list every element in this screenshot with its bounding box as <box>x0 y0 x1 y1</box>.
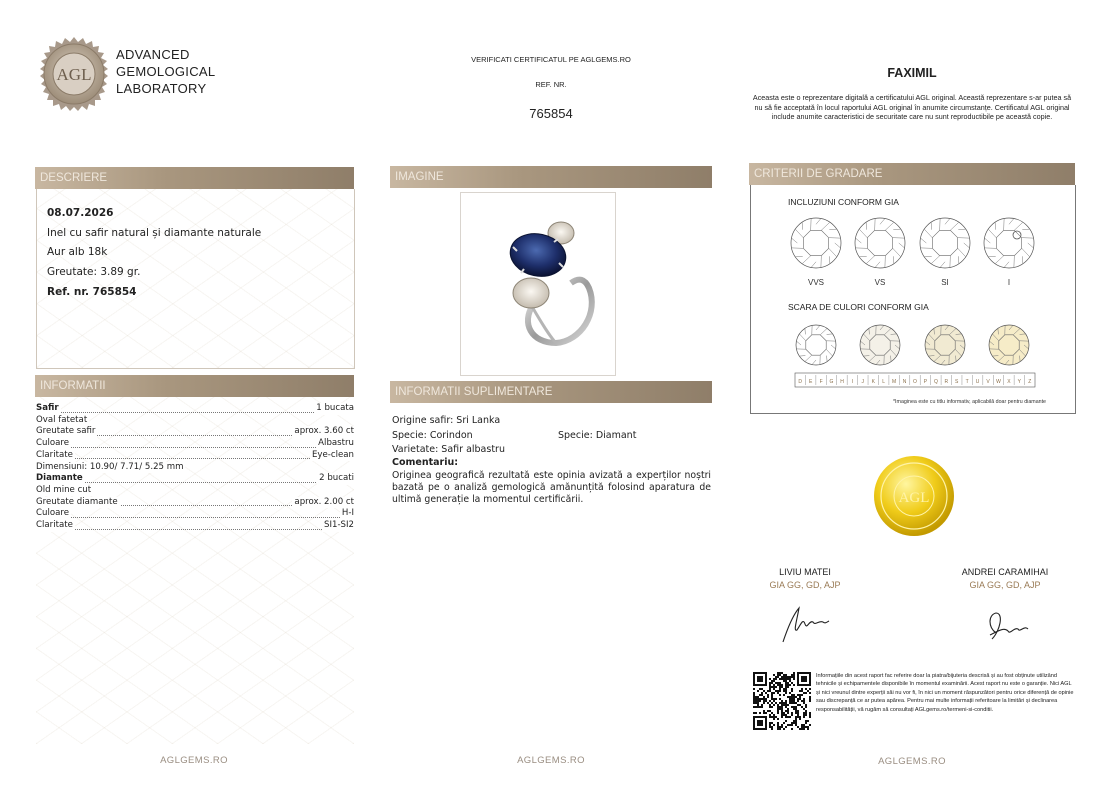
logo-wordmark <box>116 46 215 97</box>
informatii-row <box>36 438 354 450</box>
descriere-line-1: Inel cu safir natural și diamante naturale <box>47 227 262 239</box>
informatii-row <box>36 497 354 509</box>
gold-seal-monogram: AGL <box>898 490 930 506</box>
informatii-header: INFORMATII <box>35 375 354 397</box>
informatii-label: Claritate <box>36 520 73 530</box>
criterii-header: CRITERII DE GRADARE <box>749 163 1075 185</box>
comentariu-label: Comentariu: <box>392 457 459 468</box>
footer-right-link[interactable]: AGLGEMS.RO <box>878 756 946 767</box>
descriere-date: 08.07.2026 <box>47 207 114 219</box>
informatii-row <box>36 473 354 485</box>
informatii-value: SI1-SI2 <box>323 520 354 530</box>
informatii-label: Greutate diamante <box>36 496 118 507</box>
culori-title: SCARA DE CULORI CONFORM GIA <box>788 302 929 312</box>
origine-safir: Origine safir: Sri Lanka <box>392 415 501 426</box>
varietate: Varietate: Safir albastru <box>392 444 505 455</box>
signer-1-name: LIVIU MATEI <box>779 567 831 577</box>
informatii-label: Oval fatetat <box>36 414 88 425</box>
informatii-label: Old mine cut <box>36 484 92 495</box>
informatii-row <box>36 450 354 462</box>
color-scale-letter: X <box>1007 379 1011 385</box>
signer-2-title: GIA GG, GD, AJP <box>969 580 1041 590</box>
disclaimer-text: Informațiile din acest raport fac referire doar la piatra/bijuteria descrisă și au fost obținute utilizând tehnicile și echipamentele disponibile în momentul examinării. Acest raport nu este o garanție. Nici AGL și nici vreunul dintre experții săi nu vor fi, în nici un moment răspunzători pentru orice diferență de opinie sau discrepanță ce ar putea apărea. Pentru mai multe informații referitoare la limitări și declinarea responsabilității, vă rugăm să consultați AGLgems.ro/termeni-si-conditii. <box>816 673 1074 713</box>
agl-logo-seal <box>36 36 112 112</box>
signer-2-signature <box>978 605 1038 650</box>
color-scale-letter: H <box>840 379 844 385</box>
color-scale-letter: T <box>965 379 969 385</box>
descriere-line-2: Aur alb 18k <box>47 246 108 258</box>
informatii-label: Safir <box>36 403 59 413</box>
comentariu-text: Originea geografică rezultată este opinia avizată a experților noștri bazată pe o analiză gemologică amănunțită folosind aparatura de ultimă generație la momentul certificării. <box>392 470 711 505</box>
clarity-diamond-i <box>984 218 1034 268</box>
ring-photo <box>460 192 616 376</box>
color-scale-letter: S <box>955 379 959 385</box>
clarity-label: VVS <box>807 278 825 287</box>
color-scale-letter: O <box>913 379 917 385</box>
logo-line-3: LABORATORY <box>116 81 207 96</box>
descriere-header: DESCRIERE <box>35 167 354 189</box>
leader-dots <box>36 517 354 518</box>
informatii-label: Diamante <box>36 473 83 484</box>
seal-monogram: AGL <box>56 65 92 84</box>
color-diamond <box>989 325 1029 365</box>
informatii-value: 1 bucata <box>316 403 354 413</box>
imagine-header: IMAGINE <box>390 166 712 188</box>
verify-link[interactable]: VERIFICATI CERTIFICATUL PE AGLGEMS.RO <box>471 55 631 64</box>
logo-line-2: GEMOLOGICAL <box>116 64 216 79</box>
incluziuni-title: INCLUZIUNI CONFORM GIA <box>788 197 899 207</box>
color-scale-letter: N <box>902 379 907 385</box>
informatii-label: Culoare <box>36 508 69 519</box>
color-scale-letter: F <box>819 379 823 385</box>
logo-line-1: ADVANCED <box>116 47 190 62</box>
informatii-label: Dimensiuni: 10.90/ 7.71/ 5.25 mm <box>36 461 184 472</box>
color-scale-letter: P <box>923 379 928 385</box>
informatii-row <box>36 485 354 497</box>
color-diamond <box>860 325 900 365</box>
signer-2-name: ANDREI CARAMIHAI <box>961 567 1049 577</box>
signer-1-signature <box>775 600 835 650</box>
clarity-label: I <box>1007 278 1011 287</box>
suplimentare-header: INFORMATII SUPLIMENTARE <box>390 381 712 403</box>
informatii-value: Eye-clean <box>311 449 354 460</box>
leader-dots <box>36 412 354 413</box>
color-scale-letter: V <box>986 379 990 385</box>
informatii-row <box>36 415 354 427</box>
color-diamond <box>925 325 965 365</box>
ref-number: 765854 <box>529 106 573 121</box>
color-scale-letter: E <box>809 379 813 385</box>
qr-code[interactable] <box>753 672 811 730</box>
gold-seal <box>873 455 955 537</box>
color-scale-letter: L <box>882 379 886 385</box>
color-scale-letter: Q <box>933 379 938 385</box>
color-diamond <box>796 325 836 365</box>
informatii-row <box>36 508 354 520</box>
informatii-row <box>36 462 354 474</box>
informatii-value: 2 bucati <box>319 473 354 484</box>
clarity-diamond-si <box>920 218 970 268</box>
color-scale-letter: G <box>829 379 834 385</box>
informatii-row <box>36 426 354 438</box>
informatii-row <box>36 403 354 415</box>
signer-1-title: GIA GG, GD, AJP <box>769 580 841 590</box>
color-scale-letter: J <box>861 379 865 385</box>
faximil-title: FAXIMIL <box>887 66 937 80</box>
color-scale-letter: K <box>871 379 875 385</box>
grading-diagrams <box>750 185 1074 413</box>
clarity-label: VS <box>874 278 886 287</box>
specie-corindon: Specie: Corindon <box>392 430 473 441</box>
informatii-label: Claritate <box>36 449 73 460</box>
color-scale-letter: R <box>944 379 949 385</box>
color-scale-letter: Z <box>1028 379 1032 385</box>
informatii-value: H-I <box>341 508 354 519</box>
clarity-diamond-vvs <box>791 218 841 268</box>
leader-dots <box>36 458 354 459</box>
color-scale-letter: W <box>996 379 1001 385</box>
color-scale-letter: M <box>892 379 897 385</box>
color-scale-letter: I <box>851 379 854 385</box>
color-scale-letter: D <box>798 379 803 385</box>
descriere-ref: Ref. nr. 765854 <box>47 286 137 298</box>
informatii-value: aprox. 2.00 ct <box>294 496 354 507</box>
informatii-row <box>36 520 354 532</box>
clarity-diamond-vs <box>855 218 905 268</box>
descriere-line-3: Greutate: 3.89 gr. <box>47 266 141 278</box>
clarity-label: SI <box>941 278 949 287</box>
color-scale-letter: Y <box>1017 379 1021 385</box>
informatii-value: aprox. 3.60 ct <box>294 426 354 437</box>
leader-dots <box>36 447 354 448</box>
informatii-value: Albastru <box>318 438 354 449</box>
leader-dots <box>36 529 354 530</box>
color-scale-letter: U <box>975 379 980 385</box>
specie-diamant: Specie: Diamant <box>558 430 637 441</box>
gradare-note: *Imaginea este cu titlu informativ, aplicabilă doar pentru diamante <box>893 399 1047 405</box>
informatii-label: Greutate safir <box>36 426 96 437</box>
ref-label: REF. NR. <box>535 80 567 89</box>
informatii-label: Culoare <box>36 438 69 449</box>
footer-left-link[interactable]: AGLGEMS.RO <box>160 755 228 766</box>
footer-center-link[interactable]: AGLGEMS.RO <box>517 755 585 766</box>
faximil-text: Aceasta este o reprezentare digitală a certificatului AGL original. Această reprezentare s-ar putea să nu să fie acceptată în locul raportului AGL original în anumite circumstanțe. Certificatul AGL original include anumite caracteristici de securitate care nu sunt reproductibile pe această copie. <box>752 93 1072 122</box>
